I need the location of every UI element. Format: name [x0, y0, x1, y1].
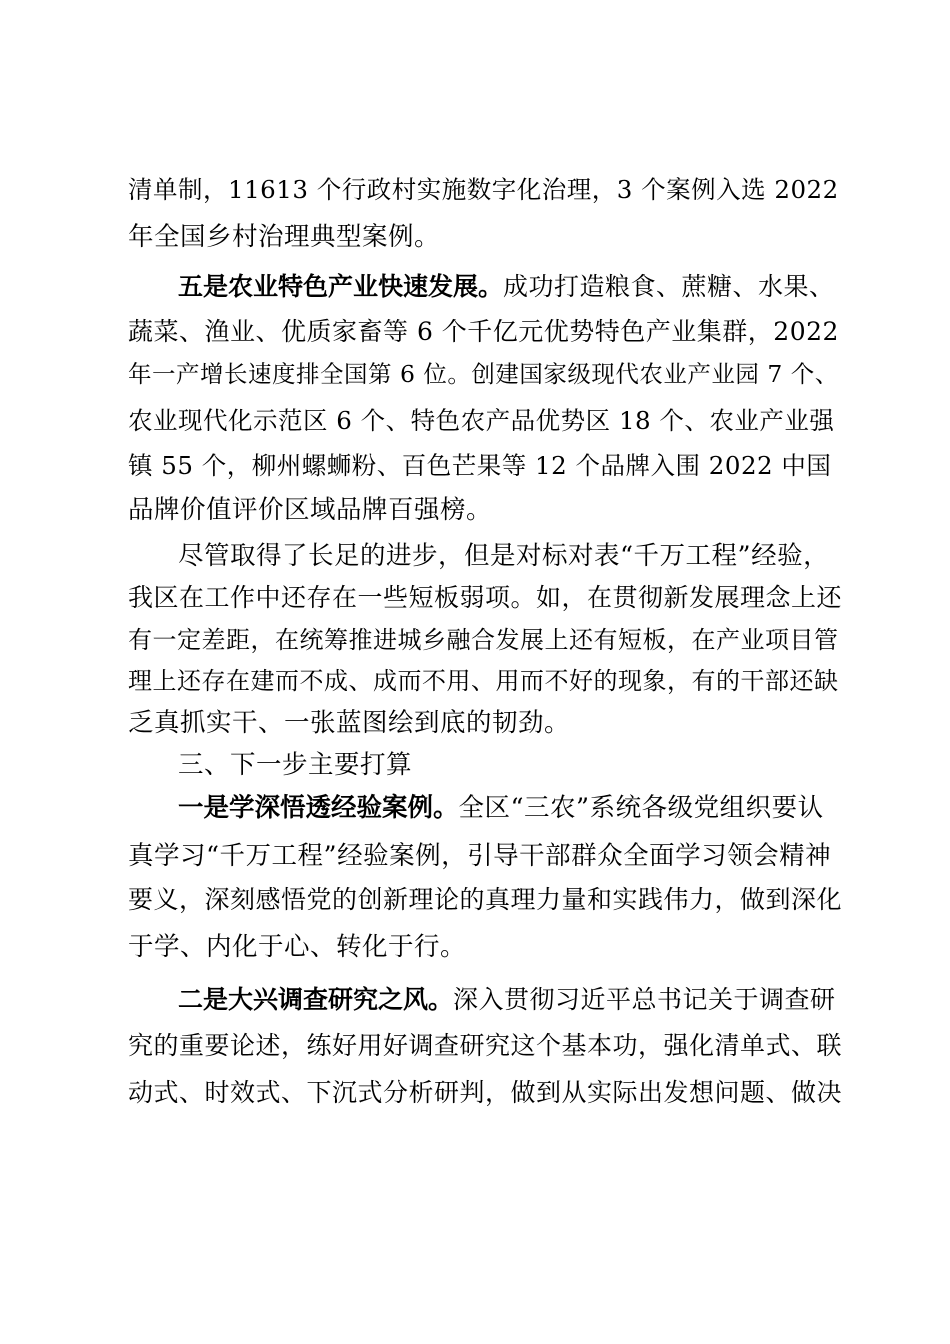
line-text: 要义，深刻感悟党的创新理论的真理力量和实践伟力，做到深化 — [128, 885, 843, 914]
text-line — [128, 1028, 842, 1064]
line-text: 成功打造粮食、蔗糖、水果、 — [503, 272, 835, 301]
text-line — [128, 356, 839, 392]
line-text: 三、下一步主要打算 — [178, 750, 413, 780]
paragraph-first-line — [178, 538, 829, 574]
text-line — [128, 492, 492, 528]
line-text: 动式、时效式、下沉式分析研判，做到从实际出发想问题、做决 — [128, 1078, 843, 1107]
text-line — [128, 1075, 842, 1111]
section-heading — [178, 747, 412, 783]
line-text: 尽管取得了长足的进步，但是对标对表“千万工程”经验， — [178, 541, 830, 571]
line-text: 年全国乡村治理典型案例。 — [128, 222, 441, 252]
text-line — [128, 219, 440, 255]
text-line — [128, 172, 839, 208]
line-text: 究的重要论述，练好用好调查研究这个基本功，强化清单式、联 — [128, 1031, 843, 1060]
paragraph-heading: 一是学深悟透经验案例。 — [178, 793, 459, 823]
line-text: 我区在工作中还存在一些短板弱项。如，在贯彻新发展理念上还 — [128, 583, 843, 612]
text-line — [128, 929, 466, 965]
text-line — [128, 448, 831, 484]
line-text: 真学习“千万工程”经验案例，引导干部群众全面学习领会精神 — [128, 841, 832, 871]
line-text: 于学、内化于心、转化于行。 — [128, 932, 467, 962]
paragraph-first-line — [178, 269, 835, 305]
line-text: 全区“三农”系统各级党组织要认 — [458, 793, 824, 823]
text-line — [128, 622, 839, 658]
text-line — [128, 663, 839, 699]
line-text: 深入贯彻习近平总书记关于调查研 — [453, 985, 836, 1014]
line-text: 品牌价值评价区域品牌百强榜。 — [128, 495, 493, 525]
text-line — [128, 705, 570, 741]
paragraph-heading: 五是农业特色产业快速发展。 — [178, 272, 504, 301]
paragraph-heading: 二是大兴调查研究之风。 — [178, 985, 454, 1014]
text-line — [128, 838, 831, 874]
text-line — [128, 314, 839, 350]
line-text: 农业现代化示范区 6 个、特色农产品优势区 18 个、农业产业强 — [128, 406, 835, 435]
line-text: 镇 55 个，柳州螺蛳粉、百色芒果等 12 个品牌入围 2022 中国 — [128, 451, 832, 480]
line-text: 乏真抓实干、一张蓝图绘到底的韧劲。 — [128, 708, 571, 738]
line-text: 有一定差距，在统筹推进城乡融合发展上还有短板，在产业项目管 — [128, 626, 839, 654]
paragraph-first-line — [178, 982, 836, 1018]
line-text: 蔬菜、渔业、优质家畜等 6 个千亿元优势特色产业集群，2022 — [128, 317, 839, 346]
text-line — [128, 882, 842, 918]
text-line — [128, 403, 834, 439]
line-text: 清单制，11613 个行政村实施数字化治理，3 个案例入选 2022 — [128, 175, 839, 204]
line-text: 理上还存在建而不成、成而不用、用而不好的现象，有的干部还缺 — [128, 667, 839, 695]
paragraph-first-line — [178, 790, 824, 826]
line-text: 年一产增长速度排全国第 6 位。创建国家级现代农业产业园 7 个、 — [128, 360, 839, 388]
text-line — [128, 580, 842, 616]
